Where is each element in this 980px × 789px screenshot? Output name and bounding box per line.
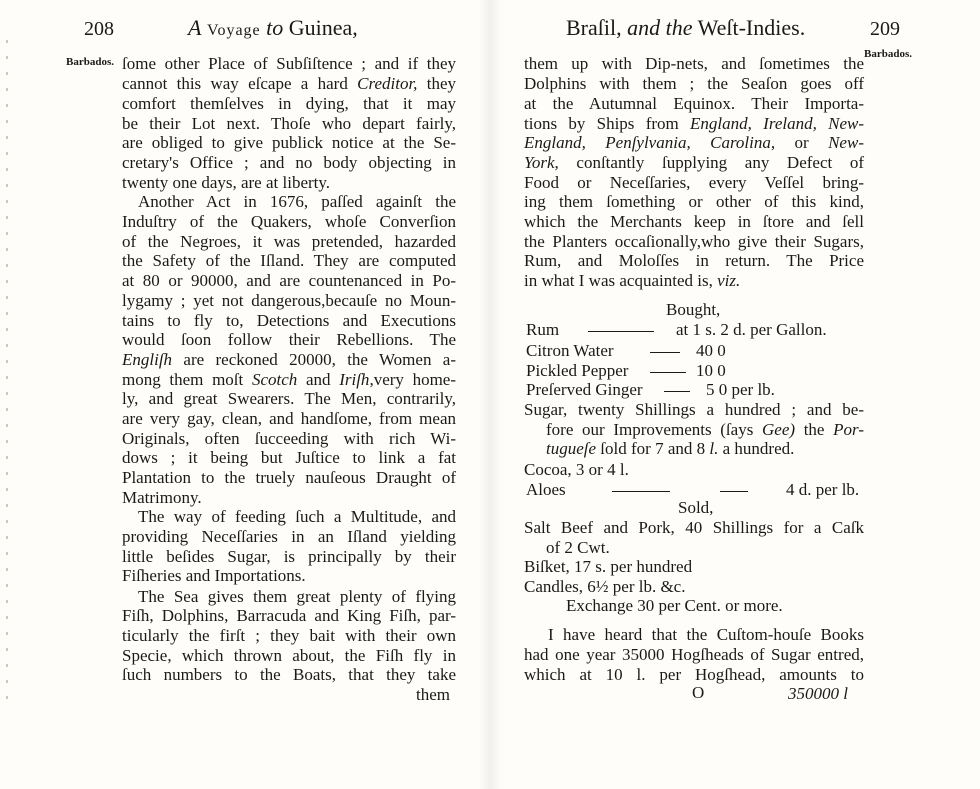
text-line: of the Negroes, it was pretended, hazarded [122,232,456,251]
price-item-name: Citron Water [526,341,614,360]
title-and-the: and the [627,15,693,40]
text-line: lygamy ; yet not dangerous,becauſe no Moun- [122,291,456,310]
leader-dash [612,480,670,499]
leader-dash [650,361,686,380]
text-line: The Sea gives them great plenty of flying [138,587,456,606]
text-line: at the Autumnal Equinox. Their Importa- [524,94,864,113]
text-line: Salt Beef and Pork, 40 Shillings for a Caſk [524,518,864,537]
text-line: York, conſtantly ſupplying any Defect of [524,153,864,172]
catchword-left: them [416,685,450,704]
title-guinea: Guinea, [288,15,358,40]
text-line: providing Neceſſaries in an Iſland yielding [122,527,456,546]
price-value: at 1 s. 2 d. per Gallon. [676,320,827,339]
bought-heading: Bought, [666,300,721,319]
text-line: Fiſheries and Importations. [122,566,306,585]
text-line: them up with Dip-nets, and ſometimes the [524,54,864,73]
text-line: in what I was acquainted is, viz. [524,271,741,290]
title-voyage: Voyage [206,22,261,39]
text-line: Candles, 6½ per lb. &c. [524,577,686,596]
text-line: Cocoa, 3 or 4 l. [524,460,629,479]
price-item-name: Preſerved Ginger [526,380,643,399]
running-title-right [566,15,805,41]
price-value: 10 0 [696,361,726,380]
text-line: Originals, often ſucceeding with rich Wi- [122,429,456,448]
text-line: Induſtry of the Quakers, whoſe Converſion [122,212,456,231]
price-item-name: Rum [526,320,560,339]
catchword-right: O [692,683,705,702]
price-item-name: Pickled Pepper [526,361,629,380]
leader-dash [664,380,690,399]
sold-heading: Sold, [678,498,714,517]
text-line: be their Lot next. Thoſe who depart fairly, [122,114,456,133]
text-line: Fiſh, Dolphins, Barracuda and King Fiſh, par- [122,606,456,625]
text-line: Food or Neceſſaries, every Veſſel bring- [524,173,864,192]
text-line: tugueſe ſold for 7 and 8 l. a hundred. [546,439,795,458]
text-line: tions by Ships from England, Ireland, New- [524,114,864,133]
text-line: ſome other Place of Subſiſtence ; and if they [122,54,456,73]
text-line: ſuch numbers to the Boats, that they take [122,665,456,684]
text-line: ticularly the firſt ; they bait with their own [122,626,456,645]
text-line: I have heard that the Cuſtom-houſe Books [548,625,864,644]
title-west-indies: Weſt-Indies. [697,15,806,40]
text-line: little beſides Sugar, is principally by their [122,547,456,566]
text-line: Matrimony. [122,488,202,507]
text-line: the Planters occaſionally,who give their Sugars, [524,232,864,251]
running-title-left [188,15,358,41]
text-line: ing them ſomething or other of this kind, [524,192,864,211]
leader-dash [650,341,680,360]
text-line: would ſoon follow their Rebellions. The [122,330,456,349]
text-line: cretary's Office ; and no body objecting in [122,153,456,172]
text-line: ly, and great Swearers. The Men, contrarily, [122,389,456,408]
leader-dash [720,480,748,499]
text-line: dows ; it being but Juſtice to link a fat [122,448,456,467]
text-line: Sugar, twenty Shillings a hundred ; and be- [524,400,864,419]
text-line: tains to fly to, Detections and Executions [122,311,456,330]
text-line: of 2 Cwt. [546,538,610,557]
text-line: which the Merchants keep in ſtore and ſell [524,212,864,231]
text-line: comfort themſelves in dying, that it may [122,94,456,113]
text-line: twenty one days, are at liberty. [122,173,331,192]
title-brasil: Braſil, [566,15,622,40]
title-to: to [266,15,284,40]
leader-dash [588,320,654,339]
text-line: Biſket, 17 s. per hundred [524,557,693,576]
text-line: cannot this way eſcape a hard Creditor, they [122,74,456,93]
price-value: 40 0 [696,341,726,360]
page-number-left: 208 [84,18,114,40]
text-line: Dolphins with them ; the Seaſon goes off [524,74,864,93]
text-line: England, Penſylvania, Carolina, or New- [524,133,864,152]
margin-note-left: Barbados. [66,56,114,68]
text-line: Specie, which thrown about, the Fiſh fly in [122,646,456,665]
price-value: 5 0 per lb. [706,380,775,399]
text-line: are very gay, clean, and handſome, from mean [122,409,456,428]
title-first-letter: A [188,15,202,40]
text-line: which at 10 l. per Hogſhead, amounts to [524,665,864,684]
text-line: are obliged to give publick notice at the Se- [122,133,456,152]
text-line: The way of feeding ſuch a Multitude, and [138,507,456,526]
text-line: Plantation to the truely nauſeous Draught of [122,468,456,487]
page-number-right: 209 [870,18,900,40]
text-line: the Safety of the Iſland. They are computed [122,251,456,270]
margin-note-right: Barbados. [864,48,912,60]
text-line: had one year 35000 Hogſheads of Sugar entred, [524,645,864,664]
price-value: 4 d. per lb. [786,480,860,499]
text-line: Exchange 30 per Cent. or more. [566,596,783,615]
text-line: Engliſh are reckoned 20000, the Women a- [122,350,456,369]
text-line: Another Act in 1676, paſſed againſt the [138,192,456,211]
price-item-name: Aloes [526,480,566,499]
text-line: fore our Improvements (ſays Gee) the Por- [546,420,864,439]
text-line: Rum, and Moloſſes in return. The Price [524,251,864,270]
text-line: at 80 or 90000, and are countenanced in Po- [122,271,456,290]
total-amount: 350000 l [788,684,848,703]
text-line: mong them moſt Scotch and Iriſh,very home- [122,370,457,389]
